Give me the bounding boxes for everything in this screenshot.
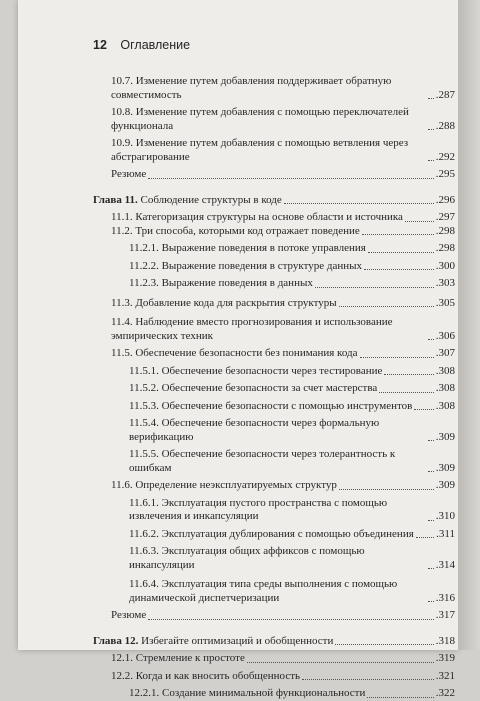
- dot-leader: [428, 160, 434, 161]
- toc-page-number: .321: [435, 669, 455, 682]
- toc-entry[interactable]: [93, 316, 455, 343]
- toc-chapter-entry[interactable]: [93, 635, 455, 649]
- dot-leader: [284, 203, 434, 204]
- dot-leader: [339, 489, 434, 490]
- toc-entry-title: [129, 497, 426, 524]
- entry-text: 11.2.2. Выражение поведения в структуре данных: [129, 259, 363, 272]
- toc-entry[interactable]: [93, 578, 455, 605]
- entry-text: 10.8. Изменение путем добавления с помощью переключателей функционала: [111, 106, 409, 132]
- toc-entry-title: [111, 316, 426, 343]
- entry-spacer: [93, 623, 455, 635]
- dot-leader: [428, 471, 434, 472]
- dot-leader: [335, 644, 433, 645]
- entry-text: 11.3. Добавление кода для раскрытия структуры: [111, 296, 337, 309]
- dot-leader: [368, 252, 434, 253]
- toc-entry-title: [129, 277, 313, 291]
- toc-entry[interactable]: [93, 670, 455, 684]
- page-number: 12: [93, 38, 107, 52]
- entry-text: 12.1. Стремление к простоте: [111, 652, 245, 664]
- entry-text: 11.5.5. Обеспечение безопасности через толерантность к ошибкам: [129, 448, 396, 474]
- toc-page-number: .295: [435, 168, 455, 180]
- toc-entry-title: [93, 635, 333, 649]
- dot-leader: [384, 374, 433, 375]
- toc-entry[interactable]: [93, 687, 455, 701]
- toc-page-number: .307: [435, 347, 455, 359]
- entry-text: 10.9. Изменение путем добавления с помощью ветвления через абстрагирование: [111, 137, 409, 163]
- toc-page-number: .308: [435, 382, 455, 394]
- entry-text: 11.6.2. Эксплуатация дублирования с помощью объединения: [129, 527, 414, 540]
- toc-page-number: .308: [435, 399, 455, 412]
- toc-chapter-entry[interactable]: [93, 194, 455, 208]
- toc-entry[interactable]: [93, 545, 455, 572]
- toc-entry[interactable]: [93, 297, 455, 311]
- toc-entry[interactable]: [93, 168, 455, 182]
- dot-leader: [367, 697, 433, 698]
- running-header: [93, 38, 190, 52]
- page-edge-shadow: [458, 0, 480, 650]
- toc-entry[interactable]: [93, 497, 455, 524]
- toc-entry[interactable]: [93, 528, 455, 542]
- entry-text: 11.6.3. Эксплуатация общих аффиксов с помощью инкапсуляции: [129, 545, 365, 571]
- dot-leader: [416, 537, 434, 538]
- dot-leader: [428, 520, 434, 521]
- toc-entry-title: [129, 687, 365, 701]
- table-of-contents: [93, 75, 455, 701]
- toc-entry[interactable]: [93, 260, 455, 274]
- toc-entry[interactable]: [93, 137, 455, 164]
- toc-entry[interactable]: [93, 106, 455, 133]
- toc-page-number: .300: [435, 259, 455, 272]
- dot-leader: [414, 409, 433, 410]
- dot-leader: [379, 392, 433, 393]
- dot-leader: [428, 98, 434, 99]
- entry-text: 11.6. Определение неэксплуатируемых структур: [111, 479, 337, 491]
- entry-text: 11.5. Обеспечение безопасности без понимания кода: [111, 347, 358, 359]
- toc-entry-title: [93, 194, 282, 208]
- toc-entry-title: [111, 225, 360, 239]
- dot-leader: [148, 619, 433, 620]
- toc-entry[interactable]: [93, 479, 455, 493]
- toc-entry-title: [129, 382, 377, 396]
- toc-page-number: .287: [435, 88, 455, 101]
- dot-leader: [428, 129, 434, 130]
- toc-entry-title: [111, 297, 337, 311]
- toc-entry-title: [111, 479, 337, 493]
- dot-leader: [362, 234, 434, 235]
- toc-entry-title: [129, 400, 412, 414]
- entry-text: Соблюдение структуры в коде: [137, 193, 282, 206]
- toc-entry[interactable]: [93, 382, 455, 396]
- entry-text: 12.2.1. Создание минимальной функциональности: [129, 687, 366, 699]
- toc-page-number: .297: [435, 211, 455, 223]
- dot-leader: [428, 601, 434, 602]
- toc-entry-title: [111, 609, 146, 623]
- toc-entry-title: [111, 137, 426, 164]
- toc-entry[interactable]: [93, 242, 455, 256]
- entry-spacer: [93, 182, 455, 194]
- toc-entry-title: [111, 670, 300, 684]
- toc-entry[interactable]: [93, 277, 455, 291]
- dot-leader: [428, 568, 434, 569]
- entry-text: 11.6.1. Эксплуатация пустого пространства с помощью извлечения и инкапсуляции: [129, 496, 388, 522]
- toc-entry[interactable]: [93, 75, 455, 102]
- toc-page-number: .308: [435, 364, 455, 377]
- dot-leader: [315, 287, 434, 288]
- toc-entry-title: [111, 347, 358, 361]
- entry-text: Резюме: [111, 168, 147, 180]
- dot-leader: [405, 221, 434, 222]
- toc-entry-title: [129, 417, 426, 444]
- book-page: [18, 0, 458, 699]
- entry-text: 11.2.1. Выражение поведения в потоке управления: [129, 242, 366, 254]
- entry-text: 11.2.3. Выражение поведения в данных: [129, 277, 313, 289]
- toc-page-number: .319: [435, 652, 455, 664]
- dot-leader: [428, 339, 434, 340]
- entry-text: 11.5.2. Обеспечение безопасности за счет мастерства: [129, 382, 378, 394]
- toc-page-number: .311: [436, 527, 455, 540]
- toc-page-number: .309: [435, 430, 455, 443]
- entry-text: 11.6.4. Эксплуатация типа среды выполнения с помощью динамической диспетчеризации: [129, 578, 398, 604]
- entry-text: Резюме: [111, 609, 147, 621]
- toc-entry-title: [111, 106, 426, 133]
- toc-entry-title: [129, 260, 362, 274]
- toc-entry[interactable]: [93, 400, 455, 414]
- toc-entry[interactable]: [93, 448, 455, 475]
- dot-leader: [339, 306, 434, 307]
- entry-text: 11.4. Наблюдение вместо прогнозирования и использование эмпирических техник: [111, 316, 393, 342]
- toc-entry[interactable]: [93, 347, 455, 361]
- toc-page-number: .298: [435, 224, 455, 237]
- entry-text: Избегайте оптимизаций и обобщенности: [138, 634, 334, 647]
- toc-entry-title: [129, 365, 382, 379]
- toc-entry-title: [111, 652, 245, 666]
- dot-leader: [247, 662, 434, 663]
- toc-page-number: .318: [435, 634, 455, 647]
- toc-entry[interactable]: [93, 211, 455, 225]
- toc-page-number: .309: [435, 479, 455, 491]
- toc-entry[interactable]: [93, 652, 455, 666]
- entry-text: 11.5.1. Обеспечение безопасности через тестирование: [129, 364, 383, 377]
- toc-entry-title: [111, 75, 426, 102]
- chapter-label: Глава 12.: [93, 634, 139, 647]
- toc-page-number: .305: [435, 296, 455, 309]
- dot-leader: [364, 269, 434, 270]
- toc-entry[interactable]: [93, 365, 455, 379]
- toc-page-number: .322: [435, 687, 455, 699]
- entry-text: 11.5.4. Обеспечение безопасности через формальную верификацию: [129, 417, 380, 443]
- toc-entry-title: [129, 528, 414, 542]
- entry-text: 11.1. Категоризация структуры на основе области и источника: [111, 211, 403, 223]
- toc-page-number: .303: [435, 277, 455, 289]
- toc-page-number: .314: [435, 558, 455, 571]
- toc-entry-title: [111, 168, 146, 182]
- chapter-label: Глава 11.: [93, 193, 138, 206]
- entry-text: 12.2. Когда и как вносить обобщенность: [111, 669, 301, 682]
- toc-page-number: .310: [435, 510, 455, 522]
- toc-entry-title: [111, 211, 403, 225]
- dot-leader: [360, 357, 434, 358]
- dot-leader: [302, 679, 434, 680]
- toc-entry[interactable]: [93, 225, 455, 239]
- toc-entry-title: [129, 578, 426, 605]
- toc-entry[interactable]: [93, 417, 455, 444]
- toc-page-number: .309: [435, 461, 455, 474]
- dot-leader: [148, 178, 433, 179]
- toc-entry-title: [129, 448, 426, 475]
- dot-leader: [428, 440, 434, 441]
- toc-page-number: .296: [435, 193, 455, 206]
- toc-page-number: .306: [435, 329, 455, 342]
- entry-text: 11.2. Три способа, которыми код отражает поведение: [111, 224, 360, 237]
- toc-entry-title: [129, 545, 426, 572]
- toc-page-number: .298: [435, 242, 455, 254]
- header-title: Оглавление: [120, 38, 191, 52]
- toc-page-number: .316: [435, 591, 455, 604]
- toc-entry[interactable]: [93, 609, 455, 623]
- entry-text: 10.7. Изменение путем добавления поддерживает обратную совместимость: [111, 75, 392, 101]
- entry-text: 11.5.3. Обеспечение безопасности с помощью инструментов: [129, 399, 413, 412]
- toc-page-number: .317: [435, 609, 455, 621]
- toc-page-number: .288: [435, 119, 455, 132]
- toc-page-number: .292: [435, 150, 455, 163]
- toc-entry-title: [129, 242, 366, 256]
